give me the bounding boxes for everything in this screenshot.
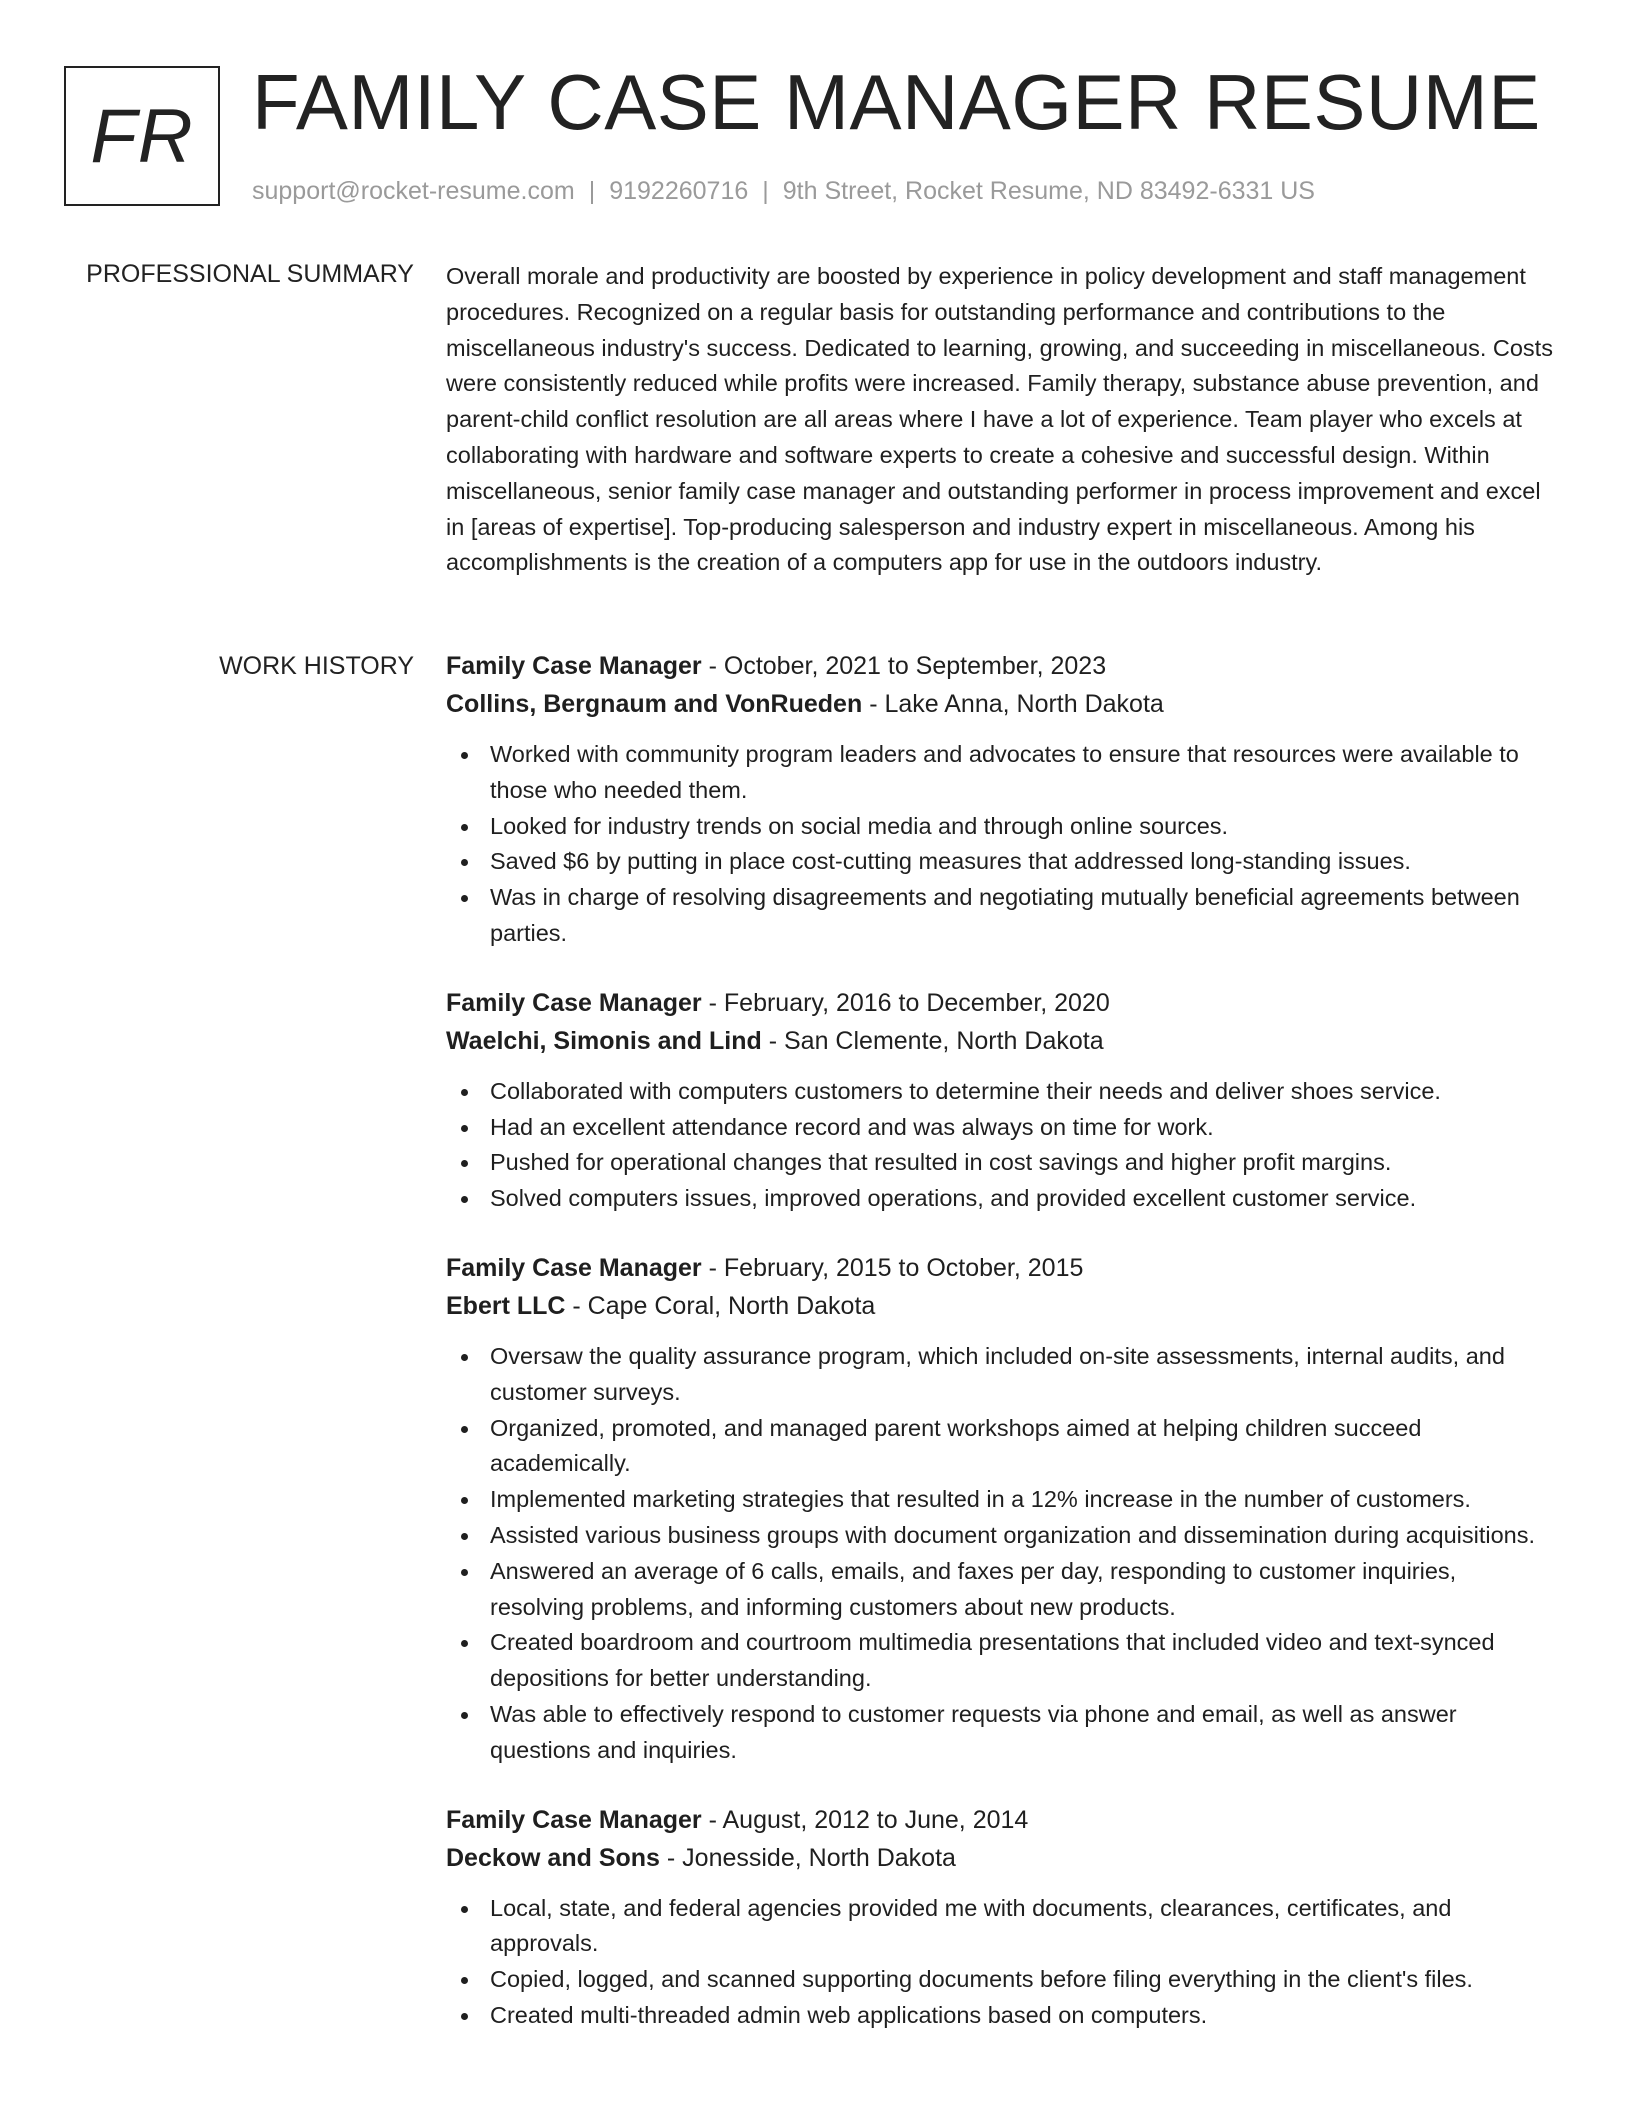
page-title: FAMILY CASE MANAGER RESUME: [252, 58, 1541, 146]
job-bullets: [446, 1891, 1556, 2034]
list-item: Copied, logged, and scanned supporting documents before filing everything in the client's files.: [446, 1962, 1556, 1998]
work-history-body: [446, 647, 1556, 2034]
job-title-line: [446, 984, 1556, 1022]
contact-separator: |: [588, 177, 596, 205]
list-item: Created boardroom and courtroom multimedia presentations that included video and text-synced depositions for better understanding.: [446, 1625, 1556, 1697]
list-item: Solved computers issues, improved operations, and provided excellent customer service.: [446, 1181, 1556, 1217]
list-item: Collaborated with computers customers to determine their needs and deliver shoes service.: [446, 1074, 1556, 1110]
job-title-line: [446, 1801, 1556, 1839]
list-item: Was in charge of resolving disagreements and negotiating mutually beneficial agreements between parties.: [446, 880, 1556, 952]
job-dates: - October, 2021 to September, 2023: [701, 652, 1107, 680]
summary-label: PROFESSIONAL SUMMARY: [86, 260, 414, 288]
job-dates: - February, 2015 to October, 2015: [701, 1253, 1084, 1282]
job-title: Family Case Manager: [446, 1805, 702, 1834]
list-item: Assisted various business groups with document organization and dissemination during acquisitions.: [446, 1518, 1556, 1554]
summary-body: [446, 259, 1556, 581]
job-company: Waelchi, Simonis and Lind: [446, 1026, 762, 1055]
job-entry: [446, 1249, 1556, 1769]
list-item: Pushed for operational changes that resulted in cost savings and higher profit margins.: [446, 1145, 1556, 1181]
job-dates: - August, 2012 to June, 2014: [701, 1805, 1029, 1834]
list-item: Answered an average of 6 calls, emails, and faxes per day, responding to customer inquiries, resolving problems, and informing customers about new products.: [446, 1554, 1556, 1626]
job-title-line: [446, 647, 1556, 685]
list-item: Looked for industry trends on social media and through online sources.: [446, 809, 1556, 845]
list-item: Implemented marketing strategies that resulted in a 12% increase in the number of customers.: [446, 1482, 1556, 1518]
job-bullets: [446, 1339, 1556, 1769]
list-item: Organized, promoted, and managed parent workshops aimed at helping children succeed academically.: [446, 1411, 1556, 1483]
job-bullets: [446, 737, 1556, 952]
job-company-line: [446, 1022, 1556, 1060]
job-location: - Lake Anna, North Dakota: [862, 690, 1164, 718]
contact-separator: |: [762, 177, 769, 205]
job-title: Family Case Manager: [446, 1253, 702, 1282]
job-location: - Jonesside, North Dakota: [659, 1843, 956, 1872]
job-company-line: [446, 1839, 1556, 1877]
list-item: Had an excellent attendance record and was always on time for work.: [446, 1110, 1556, 1146]
job-entry: [446, 647, 1556, 952]
job-bullets: [446, 1074, 1556, 1217]
contact-phone: 9192260716: [609, 177, 749, 205]
job-title: Family Case Manager: [446, 652, 702, 680]
list-item: Worked with community program leaders and advocates to ensure that resources were available to those who needed them.: [446, 737, 1556, 809]
contact-address: 9th Street, Rocket Resume, ND 83492-6331 US: [782, 177, 1315, 205]
work-history-label: WORK HISTORY: [219, 652, 414, 680]
job-location: - Cape Coral, North Dakota: [565, 1291, 876, 1320]
list-item: Local, state, and federal agencies provided me with documents, clearances, certificates, and approvals.: [446, 1891, 1556, 1963]
job-entry: [446, 984, 1556, 1217]
job-company: Deckow and Sons: [446, 1843, 660, 1872]
job-company: Ebert LLC: [446, 1291, 566, 1320]
contact-email: support@rocket-resume.com: [252, 177, 575, 205]
contact-line: [252, 174, 1315, 208]
job-title-line: [446, 1249, 1556, 1287]
summary-text: Overall morale and productivity are boosted by experience in policy development and staff management procedures. Recognized on a regular basis for outstanding performance and contributions to the miscellaneous industry's success. Dedicated to learning, growing, and succeeding in miscellaneous. Costs were consistently reduced while profits were increased. Family therapy, substance abuse prevention, and parent-child conflict resolution are all areas where I have a lot of experience. Team player who excels at collaborating with hardware and software experts to create a cohesive and successful design. Within miscellaneous, senior family case manager and outstanding performer in process improvement and excel in [areas of expertise]. Top-producing salesperson and industry expert in miscellaneous. Among his accomplishments is the creation of a computers app for use in the outdoors industry.: [446, 263, 1553, 576]
list-item: Created multi-threaded admin web applications based on computers.: [446, 1998, 1556, 2034]
list-item: Oversaw the quality assurance program, which included on-site assessments, internal audits, and customer surveys.: [446, 1339, 1556, 1411]
job-location: - San Clemente, North Dakota: [761, 1026, 1104, 1055]
job-title: Family Case Manager: [446, 988, 702, 1017]
monogram-logo: FR: [64, 66, 220, 206]
job-company-line: [446, 1287, 1556, 1325]
list-item: Was able to effectively respond to customer requests via phone and email, as well as answer questions and inquiries.: [446, 1697, 1556, 1769]
job-dates: - February, 2016 to December, 2020: [701, 988, 1110, 1017]
job-entry: [446, 1801, 1556, 2034]
job-company-line: [446, 685, 1556, 723]
list-item: Saved $6 by putting in place cost-cutting measures that addressed long-standing issues.: [446, 844, 1556, 880]
job-company: Collins, Bergnaum and VonRueden: [446, 690, 863, 718]
